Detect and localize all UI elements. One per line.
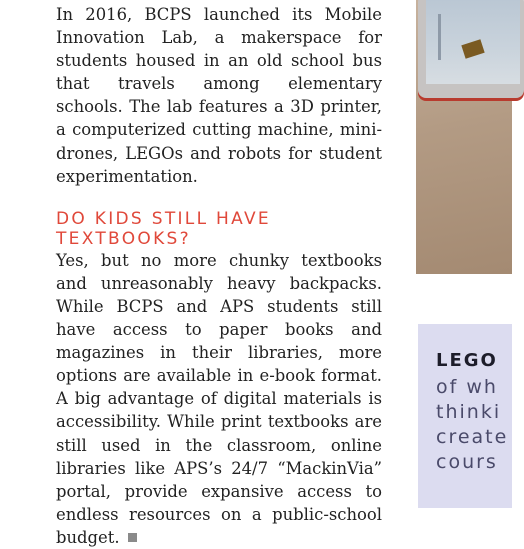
- article-column: [56, 3, 382, 549]
- section-heading-line-1: DO KIDS STILL HAVE: [56, 208, 271, 229]
- section-heading: [56, 209, 382, 249]
- article-paragraph-textbooks-text: Yes, but no more chunky textbooks and unreasonably heavy backpacks. While BCPS and APS students still have access to paper books and magazines in their libraries, more options are available in e-book format. A big advantage of digital materials is accessibility. While print textbooks are still used in the classroom, online libraries like APS’s 24/7 “MackinVia” portal, provide expansive access to endless resources on a public-school budget.: [56, 250, 382, 547]
- article-paragraph-mobile-lab: In 2016, BCPS launched its Mobile Innovation Lab, a makerspace for students housed in an old school bus that travels among elementary schools. The lab features a 3D printer, a computerized cutting machine, mini-drones, LEGOs and robots for student experimentation.: [56, 5, 382, 186]
- section-heading-line-2: TEXTBOOKS?: [56, 228, 191, 249]
- article-paragraph-textbooks: [56, 249, 382, 549]
- sidebar-text-line: create: [436, 426, 509, 448]
- sidebar-box: [418, 324, 512, 508]
- tablet-toolbar: [438, 14, 441, 60]
- sidebar-text-line: cours: [436, 451, 498, 473]
- square-end-mark-icon: [128, 533, 137, 542]
- tablet-3d-object: [461, 39, 484, 58]
- sidebar-text-line: of wh: [436, 376, 498, 398]
- sidebar-title: LEGO: [436, 350, 498, 371]
- tablet-device: [418, 0, 524, 98]
- tablet-screen: [426, 0, 520, 84]
- sidebar-text-line: thinki: [436, 401, 502, 423]
- classroom-tablet-photo: [416, 0, 512, 274]
